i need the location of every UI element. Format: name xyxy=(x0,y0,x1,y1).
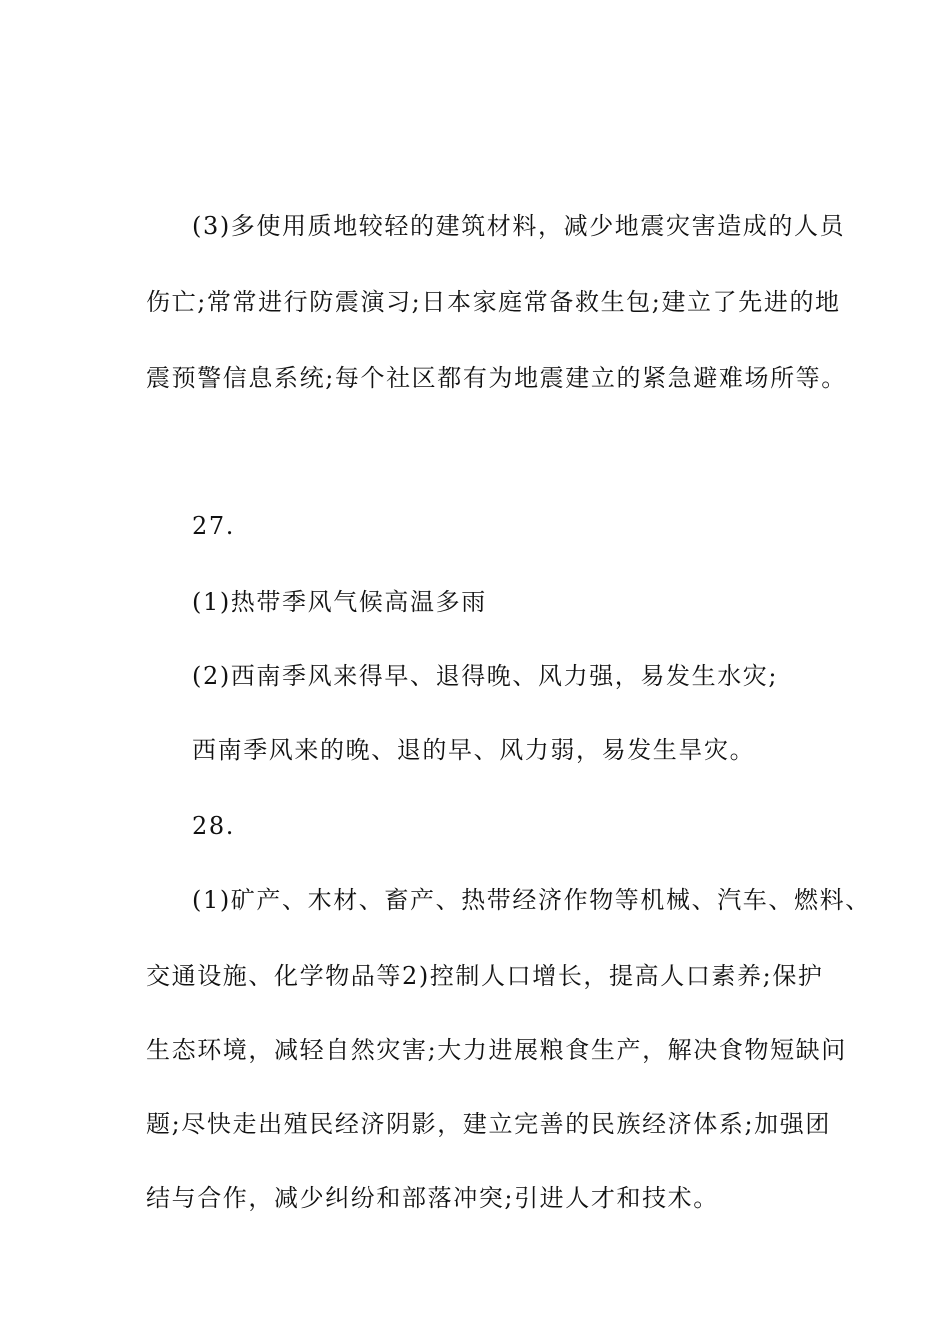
q28-answer-line-3: 生态环境，减轻自然灾害;大力进展粮食生产，解决食物短缺问 xyxy=(146,1036,847,1064)
q27-answer-1: (1)热带季风气候高温多雨 xyxy=(192,588,487,616)
q26-answer-line-3: 震预警信息系统;每个社区都有为地震建立的紧急避难场所等。 xyxy=(146,364,847,392)
q26-answer-line-1: (3)多使用质地较轻的建筑材料，减少地震灾害造成的人员 xyxy=(192,212,846,240)
q28-answer-line-2: 交通设施、化学物品等2)控制人口增长，提高人口素养;保护 xyxy=(146,962,824,990)
q27-answer-2-line-2: 西南季风来的晚、退的早、风力弱，易发生旱灾。 xyxy=(192,736,756,764)
q26-answer-line-2: 伤亡;常常进行防震演习;日本家庭常备救生包;建立了先进的地 xyxy=(146,288,841,316)
q28-answer-line-5: 结与合作，减少纠纷和部落冲突;引进人才和技术。 xyxy=(146,1184,719,1212)
q27-answer-2-line-1: (2)西南季风来得早、退得晚、风力强，易发生水灾; xyxy=(192,662,779,690)
q28-answer-line-4: 题;尽快走出殖民经济阴影，建立完善的民族经济体系;加强团 xyxy=(146,1110,831,1138)
q28-answer-line-1: (1)矿产、木材、畜产、热带经济作物等机械、汽车、燃料、 xyxy=(192,886,871,914)
q27-number: 27. xyxy=(192,512,235,540)
q28-number: 28. xyxy=(192,812,235,840)
